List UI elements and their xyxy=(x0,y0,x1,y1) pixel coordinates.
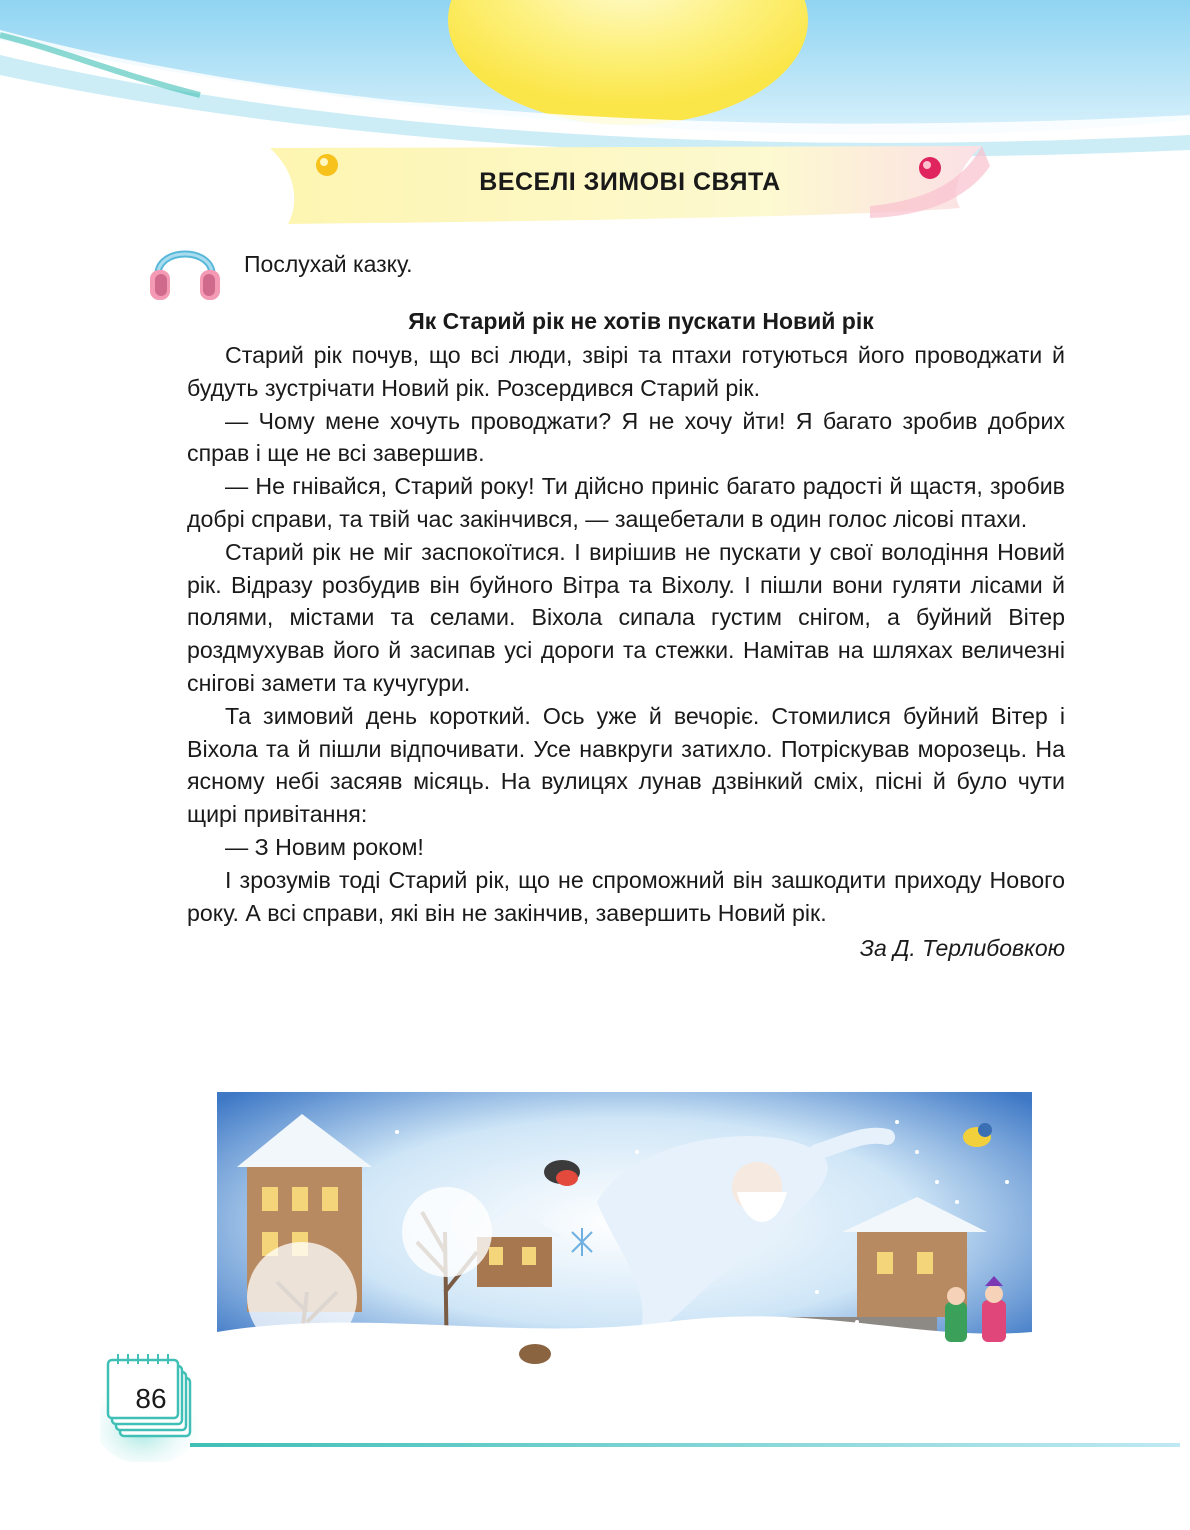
footer-divider xyxy=(190,1442,1180,1448)
story-paragraph: — Не гнівайся, Старий року! Ти дійсно приніс багато радості й щастя, зробив добрі справи, та твій час закінчився, — защебетали в один голос лісові птахи. xyxy=(187,473,1065,532)
story xyxy=(187,306,1065,965)
headphones-icon xyxy=(148,236,222,302)
winter-village-illustration xyxy=(217,1092,1032,1382)
page-number: 86 xyxy=(135,1383,167,1414)
page-title: ВЕСЕЛІ ЗИМОВІ СВЯТА xyxy=(479,168,781,196)
story-author: За Д. Терлибовкою xyxy=(859,935,1065,962)
story-paragraph: І зрозумів тоді Старий рік, що не спроможний він зашкодити приходу Нового року. А всі справи, які він не закінчив, завершить Новий рік. xyxy=(187,866,1065,926)
story-paragraph: Та зимовий день короткий. Ось уже й вечоріє. Стомилися буйний Вітер і Віхола та й пішли відпочивати. Усе навкруги затихло. Потріскував морозець. На ясному небі засяяв місяць. На вулицях лунав дзвінкий сміх, пісні й було чути щирі привітання: xyxy=(187,702,1065,828)
sparrow-bird xyxy=(519,1344,551,1364)
story-paragraph: — Чому мене хочуть проводжати? Я не хочу йти! Я багато зробив добрих справ і ще не всі завершив. xyxy=(187,407,1065,467)
story-title: Як Старий рік не хотів пускати Новий рік xyxy=(408,308,874,334)
task-instruction: Послухай казку. xyxy=(244,251,413,277)
story-paragraph: Старий рік не міг заспокоїтися. І вирішив не пускати у свої володіння Новий рік. Відразу розбудив він буйного Вітра та Віхолу. І пішли вони гуляти лісами й полями, містами та селами. Віхола сипала густим снігом, а буйний Вітер роздмухував його й засипав усі дороги та стежки. Намітав на шляхах величезні снігові замети та кучугури. xyxy=(187,538,1065,696)
story-paragraph: — З Новим роком! xyxy=(225,833,424,860)
story-paragraph: Старий рік почув, що всі люди, звірі та птахи готуються його проводжати й будуть зустрічати Новий рік. Розсердився Старий рік. xyxy=(187,342,1065,401)
